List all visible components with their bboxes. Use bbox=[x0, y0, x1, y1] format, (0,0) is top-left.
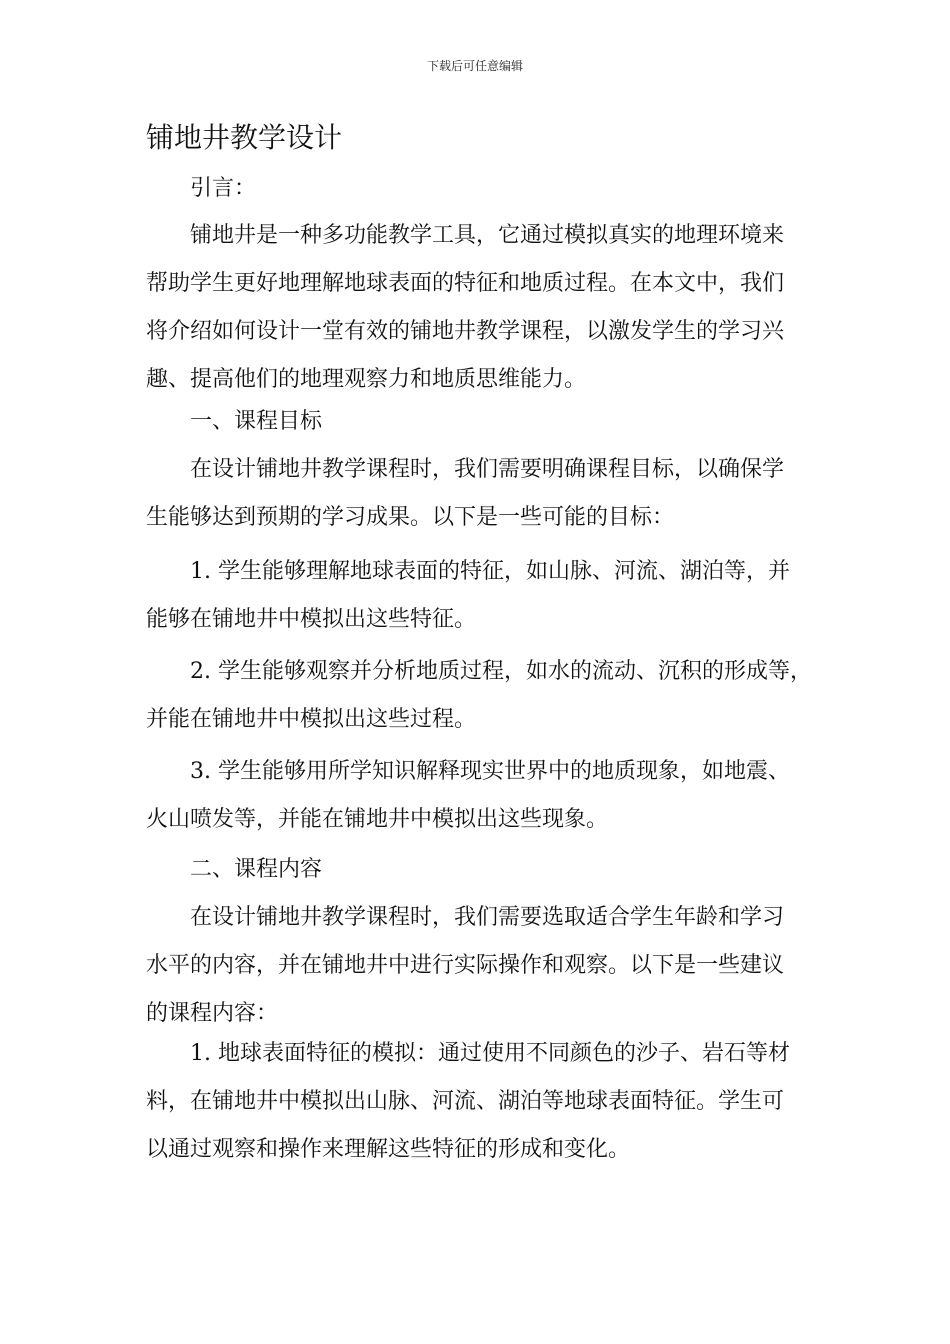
header-note: 下载后可任意编辑 bbox=[426, 59, 523, 73]
paragraph bbox=[146, 748, 810, 844]
paragraph bbox=[146, 846, 810, 894]
paragraph-line: 在设计铺地井教学课程时，我们需要选取适合学生年龄和学习 bbox=[190, 905, 785, 930]
paragraph-line: 二、课程内容 bbox=[190, 857, 323, 882]
paragraph-line: 1. 地球表面特征的模拟：通过使用不同颜色的沙子、岩石等材 bbox=[190, 1041, 790, 1066]
paragraph bbox=[146, 648, 810, 744]
paragraph bbox=[146, 446, 810, 542]
paragraph bbox=[146, 1030, 810, 1174]
paragraph-line: 火山喷发等，并能在铺地井中模拟出这些现象。 bbox=[146, 807, 609, 832]
paragraph-line: 以通过观察和操作来理解这些特征的形成和变化。 bbox=[146, 1137, 631, 1162]
paragraph-line: 的课程内容： bbox=[146, 1001, 279, 1026]
document-body bbox=[146, 0, 810, 1344]
paragraph-line: 料，在铺地井中模拟出山脉、河流、湖泊等地球表面特征。学生可 bbox=[146, 1089, 785, 1114]
paragraph-line: 1. 学生能够理解地球表面的特征，如山脉、河流、湖泊等，并 bbox=[190, 559, 790, 584]
document-title: 铺地井教学设计 bbox=[146, 121, 343, 154]
paragraph bbox=[146, 398, 810, 446]
paragraph bbox=[146, 548, 810, 644]
paragraph-line: 在设计铺地井教学课程时，我们需要明确课程目标，以确保学 bbox=[190, 457, 785, 482]
paragraph-line: 铺地井是一种多功能教学工具，它通过模拟真实的地理环境来 bbox=[190, 223, 785, 248]
paragraph bbox=[146, 212, 810, 404]
paragraph-line: 并能在铺地井中模拟出这些过程。 bbox=[146, 707, 477, 732]
paragraph-line: 将介绍如何设计一堂有效的铺地井教学课程，以激发学生的学习兴 bbox=[146, 319, 785, 344]
paragraph-line: 趣、提高他们的地理观察力和地质思维能力。 bbox=[146, 367, 587, 392]
paragraph-line: 能够在铺地井中模拟出这些特征。 bbox=[146, 607, 477, 632]
paragraph-line: 引言： bbox=[190, 176, 257, 201]
paragraph-line: 2. 学生能够观察并分析地质过程，如水的流动、沉积的形成等， bbox=[190, 659, 812, 684]
paragraph-line: 3. 学生能够用所学知识解释现实世界中的地质现象，如地震、 bbox=[190, 759, 790, 784]
paragraph-line: 水平的内容，并在铺地井中进行实际操作和观察。以下是一些建议 bbox=[146, 953, 785, 978]
paragraph bbox=[146, 894, 810, 1038]
paragraph bbox=[146, 165, 810, 213]
paragraph-line: 一、课程目标 bbox=[190, 409, 323, 434]
paragraph-line: 帮助学生更好地理解地球表面的特征和地质过程。在本文中，我们 bbox=[146, 271, 785, 296]
paragraph-line: 生能够达到预期的学习成果。以下是一些可能的目标： bbox=[146, 505, 675, 530]
